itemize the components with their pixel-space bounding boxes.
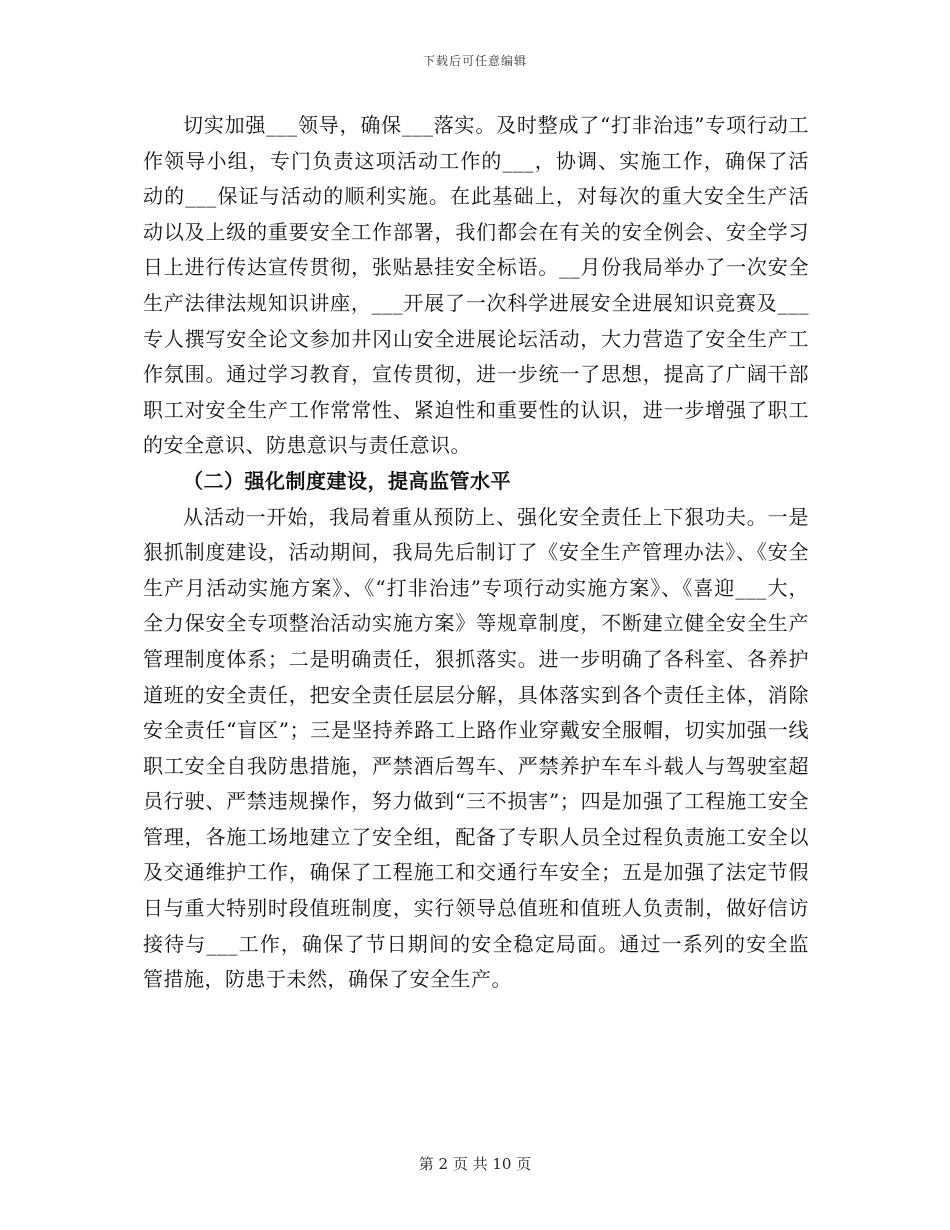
section-heading: （二）强化制度建设，提高监管水平	[183, 468, 511, 493]
page-number: 第 2 页 共 10 页	[418, 1155, 532, 1173]
body-paragraph-2: 从活动一开始，我局着重从预防上、强化安全责任上下狠功夫。一是狠抓制度建设，活动期间，我局先后制订了《安全生产管理办法》、《安全生产月活动实施方案》、《“打非治违”专项行动实施方案》、《喜迎___大，全力保安全专项整治活动实施方案》等规章制度，不断建立健全安全生产管理制度体系；二是明确责任，狠抓落实。进一步明确了各科室、各养护道班的安全责任，把安全责任层层分解，具体落实到各个责任主体，消除安全责任“盲区”；三是坚持养路工上路作业穿戴安全服帽，切实加强一线职工安全自我防患措施，严禁酒后驾车、严禁养护车车斗载人与驾驶室超员行驶、严禁违规操作，努力做到“三不损害”；四是加强了工程施工安全管理，各施工场地建立了安全组，配备了专职人员全过程负责施工安全以及交通维护工作，确保了工程施工和交通行车安全；五是加强了法定节假日与重大特别时段值班制度，实行领导总值班和值班人负责制，做好信访接待与___工作，确保了节日期间的安全稳定局面。通过一系列的安全监管措施，防患于未然，确保了安全生产。	[143, 504, 809, 992]
page-header-note: 下载后可任意编辑	[422, 54, 527, 68]
document-body	[143, 108, 809, 998]
body-paragraph-1: 切实加强___领导，确保___落实。及时整成了“打非治违”专项行动工作领导小组，专门负责这项活动工作的___，协调、实施工作，确保了活动的___保证与活动的顺利实施。在此基础上，对每次的重大安全生产活动以及上级的重要安全工作部署，我们都会在有关的安全例会、安全学习日上进行传达宣传贯彻，张贴悬挂安全标语。__月份我局举办了一次安全生产法律法规知识讲座，___开展了一次科学进展安全进展知识竞赛及___专人撰写安全论文参加井冈山安全进展论坛活动，大力营造了安全生产工作氛围。通过学习教育，宣传贯彻，进一步统一了思想，提高了广阔干部职工对安全生产工作常常性、紧迫性和重要性的认识，进一步增强了职工的安全意识、防患意识与责任意识。	[143, 113, 809, 458]
